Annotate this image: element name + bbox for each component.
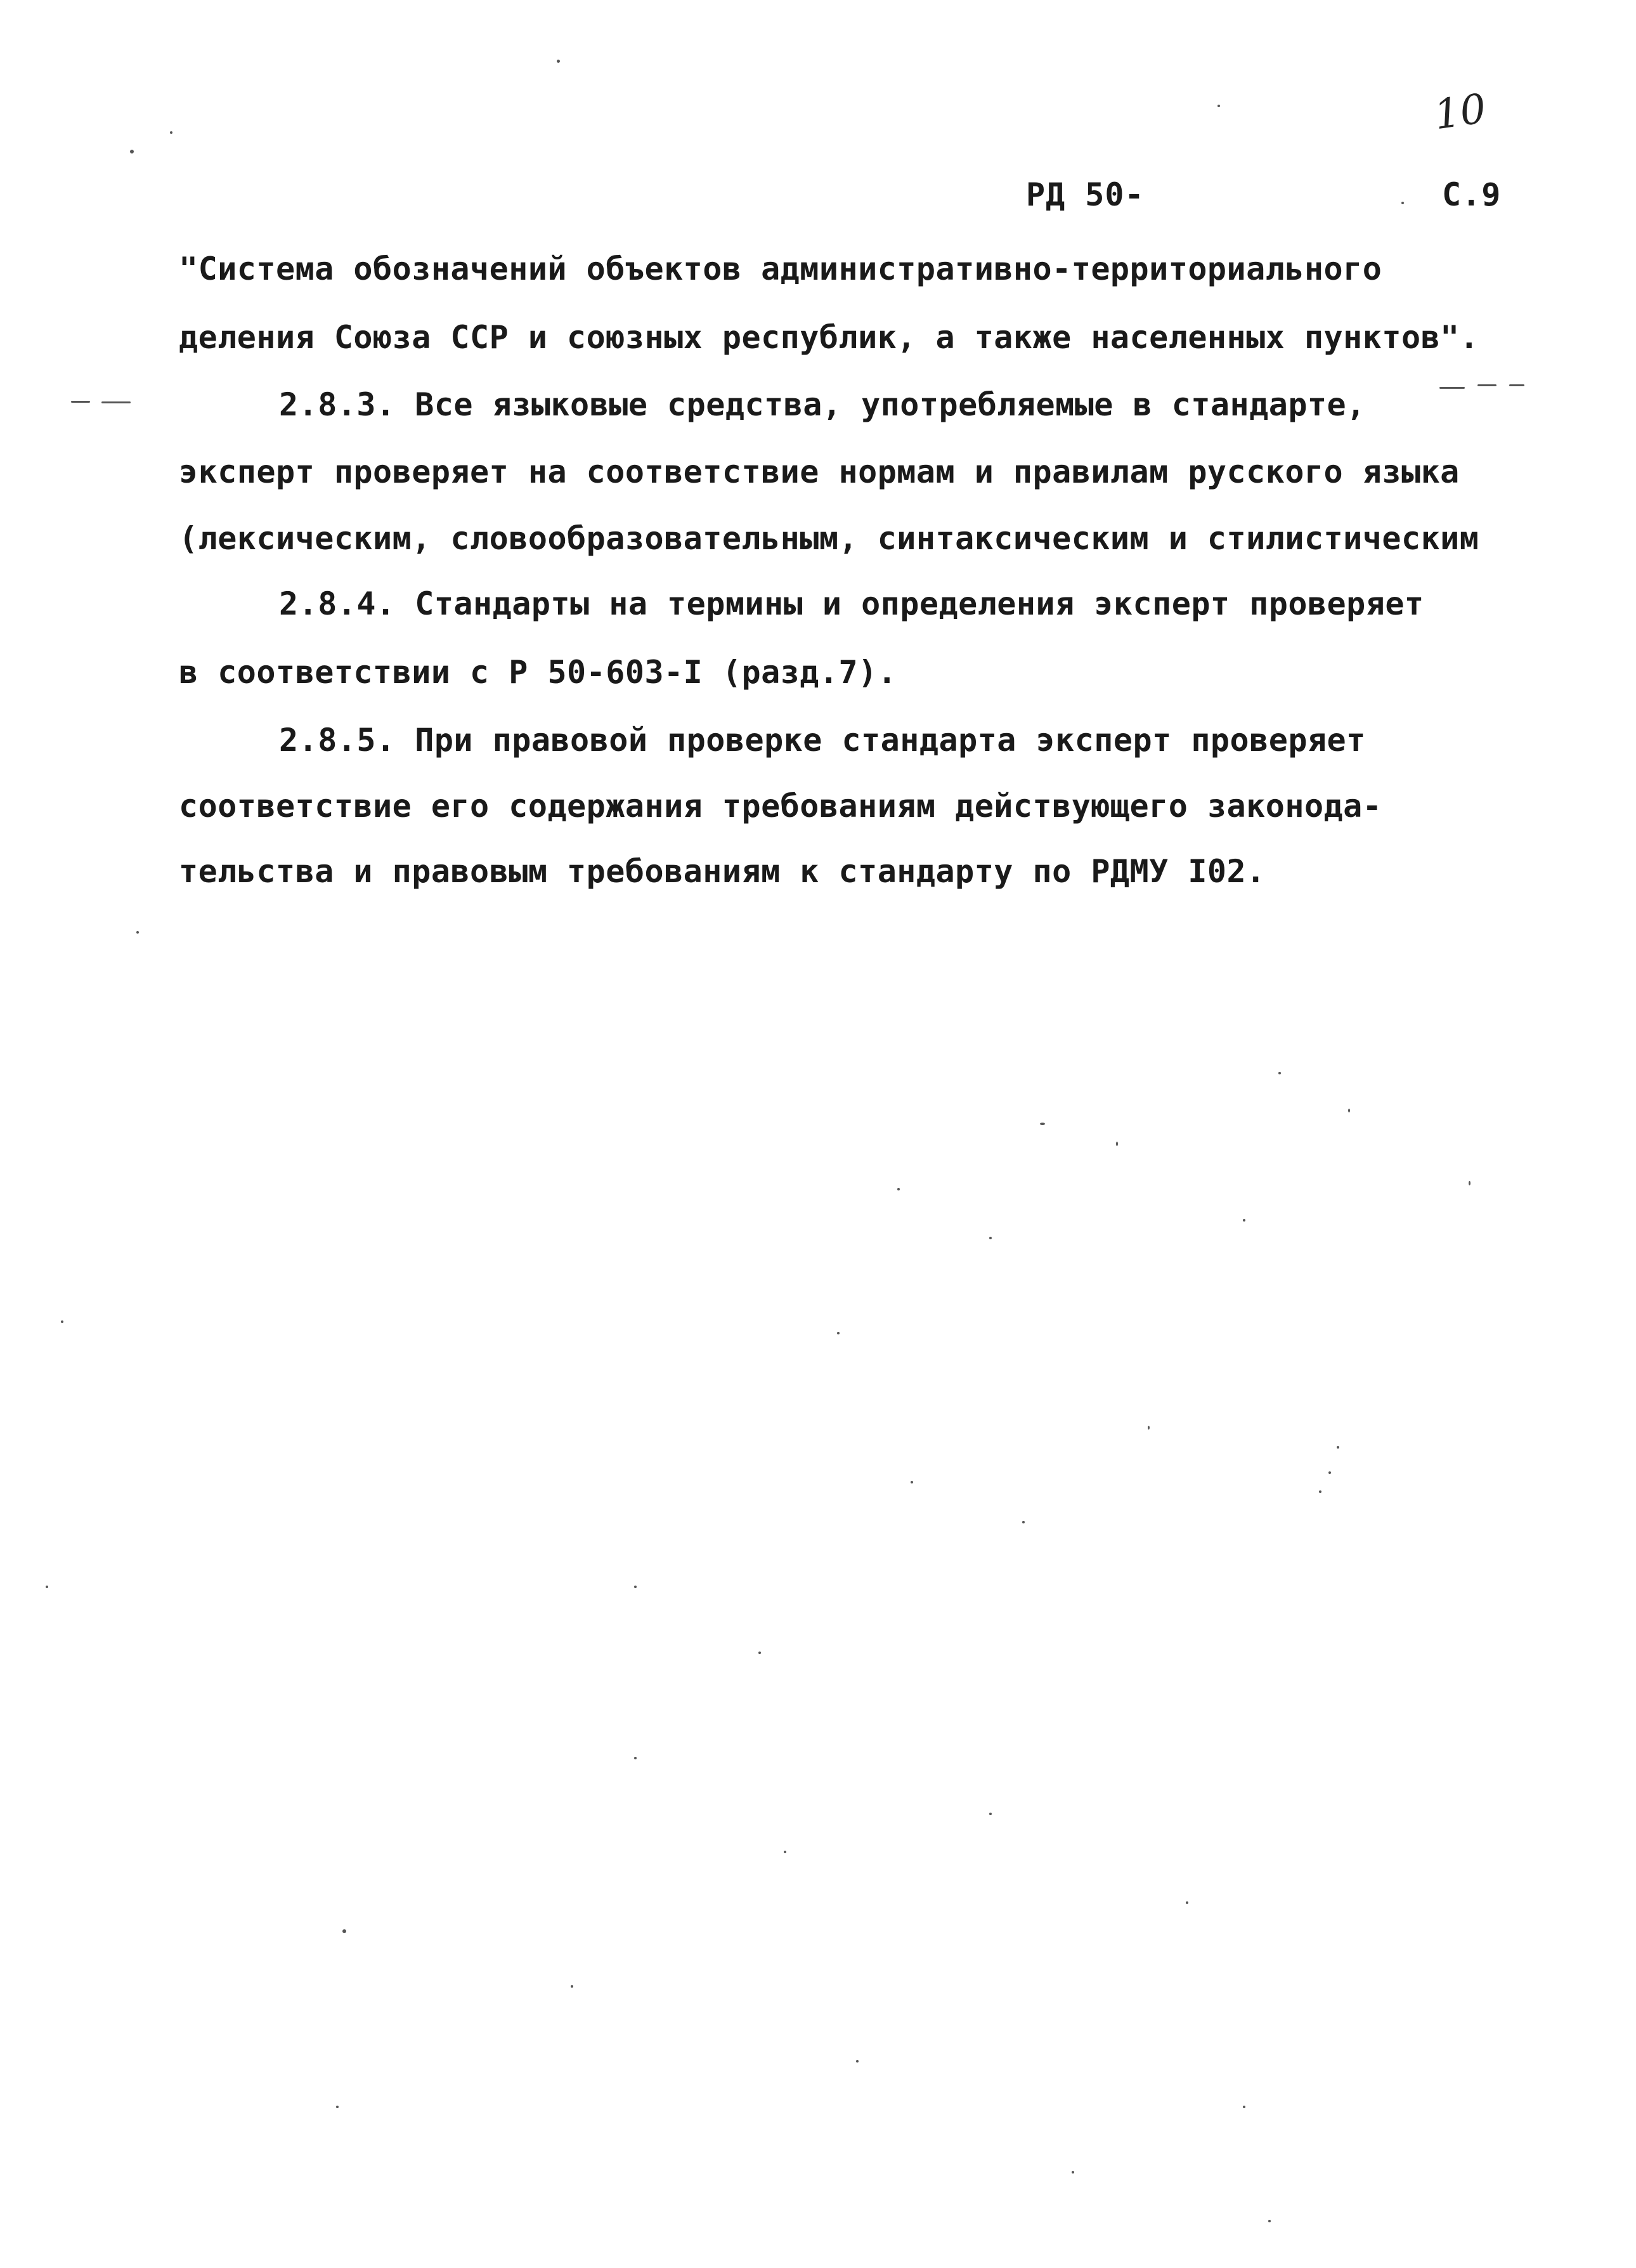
scan-speck <box>61 1320 63 1323</box>
body-line: тельства и правовым требованиям к стандарту по РДМУ I02. <box>179 853 1266 890</box>
scan-speck <box>46 1586 48 1588</box>
scan-speck <box>1148 1426 1150 1430</box>
paragraph-2-8-5-start: 2.8.5. При правовой проверке стандарта эксперт проверяет <box>279 722 1366 759</box>
scan-speck <box>571 1985 573 1988</box>
scan-speck <box>101 401 131 403</box>
body-line: деления Союза ССР и союзных республик, а также населенных пунктов". <box>179 319 1479 356</box>
scan-speck <box>1319 1490 1321 1493</box>
body-line: эксперт проверяет на соответствие нормам и правилам русского языка <box>179 453 1460 490</box>
scan-speck <box>1328 1471 1331 1474</box>
body-line: соответствие его содержания требованиям действующего законода- <box>179 788 1382 824</box>
handwritten-page-number: 10 <box>1431 85 1490 140</box>
scan-speck <box>634 1757 637 1759</box>
paragraph-2-8-4-start: 2.8.4. Стандарты на термины и определения эксперт проверяет <box>279 585 1424 622</box>
scan-speck <box>784 1851 786 1853</box>
body-line: (лексическим, словообразовательным, синтаксическим и стилистическим <box>179 520 1479 557</box>
scan-speck <box>130 150 134 153</box>
scan-speck <box>1040 1123 1045 1125</box>
scan-speck <box>856 2060 859 2063</box>
scan-speck <box>1243 1219 1245 1222</box>
scan-speck <box>758 1652 761 1654</box>
scan-speck <box>1243 2106 1245 2108</box>
scan-speck <box>1509 384 1524 386</box>
paragraph-2-8-3-start: 2.8.3. Все языковые средства, употребляемые в стандарте, <box>279 386 1366 423</box>
scan-speck <box>1268 2220 1271 2222</box>
scan-speck <box>1401 202 1404 204</box>
scan-speck <box>342 1929 346 1933</box>
scan-speck <box>1116 1142 1118 1146</box>
scan-speck <box>1348 1109 1350 1112</box>
scan-speck <box>170 131 172 134</box>
scan-speck <box>989 1237 992 1239</box>
scan-speck <box>911 1481 913 1483</box>
scan-speck <box>1278 1072 1281 1074</box>
scan-speck <box>1217 105 1220 107</box>
body-line: "Система обозначений объектов административно-территориального <box>179 251 1382 287</box>
page-label: С.9 <box>1442 176 1502 213</box>
body-line: в соответствии с Р 50-603-I (разд.7). <box>179 654 897 691</box>
scan-speck <box>1337 1446 1339 1449</box>
scan-speck <box>1439 387 1465 389</box>
scan-speck <box>1469 1181 1470 1185</box>
scan-speck <box>897 1188 900 1190</box>
scan-speck <box>1186 1901 1188 1904</box>
scan-speck <box>136 931 139 934</box>
scan-speck <box>634 1586 637 1588</box>
scan-speck <box>1022 1521 1025 1523</box>
scan-speck <box>837 1332 840 1334</box>
scan-speck <box>989 1813 992 1815</box>
scan-speck <box>557 60 560 63</box>
scan-speck <box>71 401 90 403</box>
scan-speck <box>1072 2171 1074 2174</box>
scan-speck <box>1477 384 1496 386</box>
document-code: РД 50- <box>1026 176 1145 213</box>
scan-speck <box>336 2106 339 2108</box>
